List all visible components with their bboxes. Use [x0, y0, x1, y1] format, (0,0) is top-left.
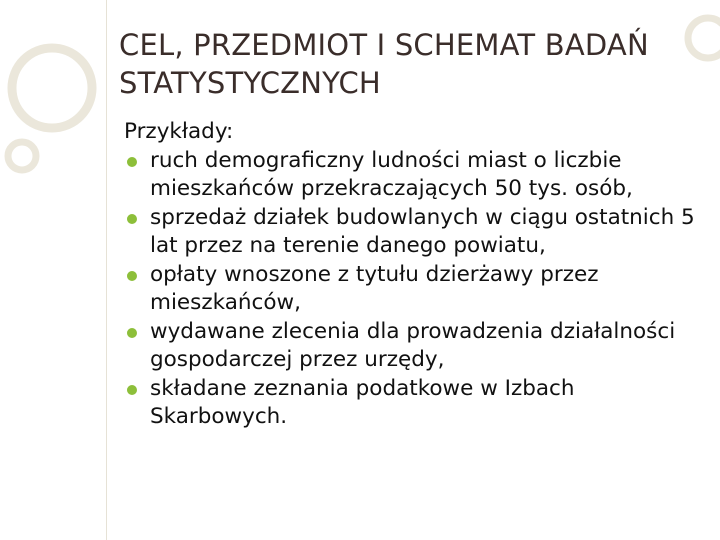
bullet-item	[124, 204, 704, 261]
bullet-item	[124, 147, 704, 204]
bullet-dot-icon	[127, 271, 137, 281]
bullet-text: opłaty wnoszone z tytułu dzierżawy przez mieszkańców,	[150, 261, 599, 315]
decor-circle-large	[12, 48, 92, 128]
bullet-dot-icon	[127, 157, 137, 167]
bullet-text: wydawane zlecenia dla prowadzenia działalności gospodarczej przez urzędy,	[150, 318, 676, 372]
decor-circle-small	[8, 142, 36, 170]
bullet-list	[124, 147, 704, 432]
slide-content	[124, 118, 704, 432]
bullet-item	[124, 261, 704, 318]
bullet-dot-icon	[127, 328, 137, 338]
bullet-text: ruch demograficzny ludności miast o liczbie mieszkańców przekraczających 50 tys. osób,	[150, 147, 633, 201]
bullet-text: sprzedaż działek budowlanych w ciągu ostatnich 5 lat przez na terenie danego powiatu,	[150, 204, 695, 258]
bullet-item	[124, 375, 704, 432]
slide-title: CEL, PRZEDMIOT I SCHEMAT BADAŃ STATYSTYCZNYCH	[119, 28, 649, 100]
left-divider-line	[106, 0, 107, 540]
bullet-dot-icon	[127, 214, 137, 224]
bullet-text: składane zeznania podatkowe w Izbach Skarbowych.	[150, 375, 575, 429]
bullet-dot-icon	[127, 385, 137, 395]
intro-label: Przykłady:	[124, 119, 234, 144]
bullet-item	[124, 318, 704, 375]
